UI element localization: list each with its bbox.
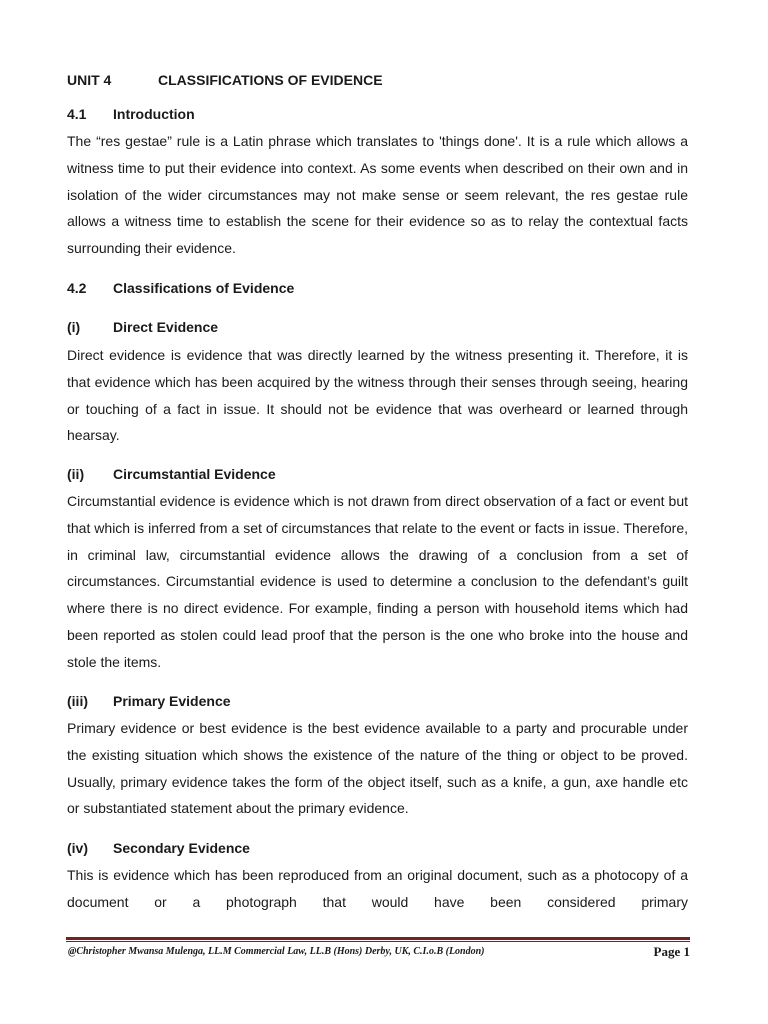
footer-credit: @Christopher Mwansa Mulenga, LL.M Commercial Law, LL.B (Hons) Derby, UK, C.I.o.B (London): [68, 946, 485, 957]
section-heading-classifications: [67, 280, 294, 296]
section-number: (iv): [67, 840, 88, 856]
section-title: Secondary Evidence: [113, 840, 250, 856]
unit-number: UNIT 4: [67, 72, 112, 88]
section-heading-direct-evidence: [67, 319, 218, 335]
section-number: 4.2: [67, 280, 87, 296]
section-number: (iii): [67, 693, 88, 709]
section-title: Circumstantial Evidence: [113, 466, 276, 482]
footer-rule-thin: [66, 941, 690, 942]
section-heading-secondary-evidence: [67, 840, 250, 856]
section-title: Direct Evidence: [113, 319, 219, 335]
footer-rule: [66, 937, 690, 940]
section-title: Primary Evidence: [113, 693, 231, 709]
section-number: (ii): [67, 466, 85, 482]
section-number: (i): [67, 319, 81, 335]
page-number: Page 1: [653, 944, 690, 959]
paragraph-introduction: The “res gestae” rule is a Latin phrase which translates to 'things done'. It is a rule which allows a witness time to put their evidence into context. As some events when described on their own and in isolation of the wider circumstances may not make sense or seem relevant, the res gestae rule allows a witness time to establish the scene for their evidence so as to relay the contextual facts surrounding their evidence.: [67, 133, 688, 257]
paragraph-circumstantial-evidence: Circumstantial evidence is evidence which is not drawn from direct observation of a fact or event but that which is inferred from a set of circumstances that relate to the event or facts in issue. Therefore, in criminal law, circumstantial evidence allows the drawing of a conclusion from a set of circumstances. Circumstantial evidence is used to determine a conclusion to the defendant’s guilt where there is no direct evidence. For example, finding a person with household items which had been reported as stolen could lead proof that the person is the one who broke into the house and stole the items.: [67, 493, 688, 670]
section-title: Introduction: [113, 106, 195, 122]
unit-title: CLASSIFICATIONS OF EVIDENCE: [158, 72, 383, 88]
section-title: Classifications of Evidence: [113, 280, 295, 296]
paragraph-direct-evidence: Direct evidence is evidence that was directly learned by the witness presenting it. Therefore, it is that evidence which has been acquired by the witness through their senses through seeing, hearing or touching of a fact in issue. It should not be evidence that was overheard or learned through hearsay.: [67, 347, 688, 444]
section-number: 4.1: [67, 106, 87, 122]
paragraph-secondary-evidence: This is evidence which has been reproduced from an original document, such as a photocopy of a document or a photograph that would have been considered primary: [67, 867, 688, 910]
unit-heading: [67, 72, 383, 88]
paragraph-primary-evidence: Primary evidence or best evidence is the best evidence available to a party and procurable under the existing situation which shows the existence of the nature of the thing or object to be proved. Usually, primary evidence takes the form of the object itself, such as a knife, a gun, axe handle etc or substantiated statement about the primary evidence.: [67, 720, 688, 817]
section-heading-circumstantial-evidence: [67, 466, 276, 482]
section-heading-primary-evidence: [67, 693, 231, 709]
section-heading-introduction: [67, 106, 195, 122]
